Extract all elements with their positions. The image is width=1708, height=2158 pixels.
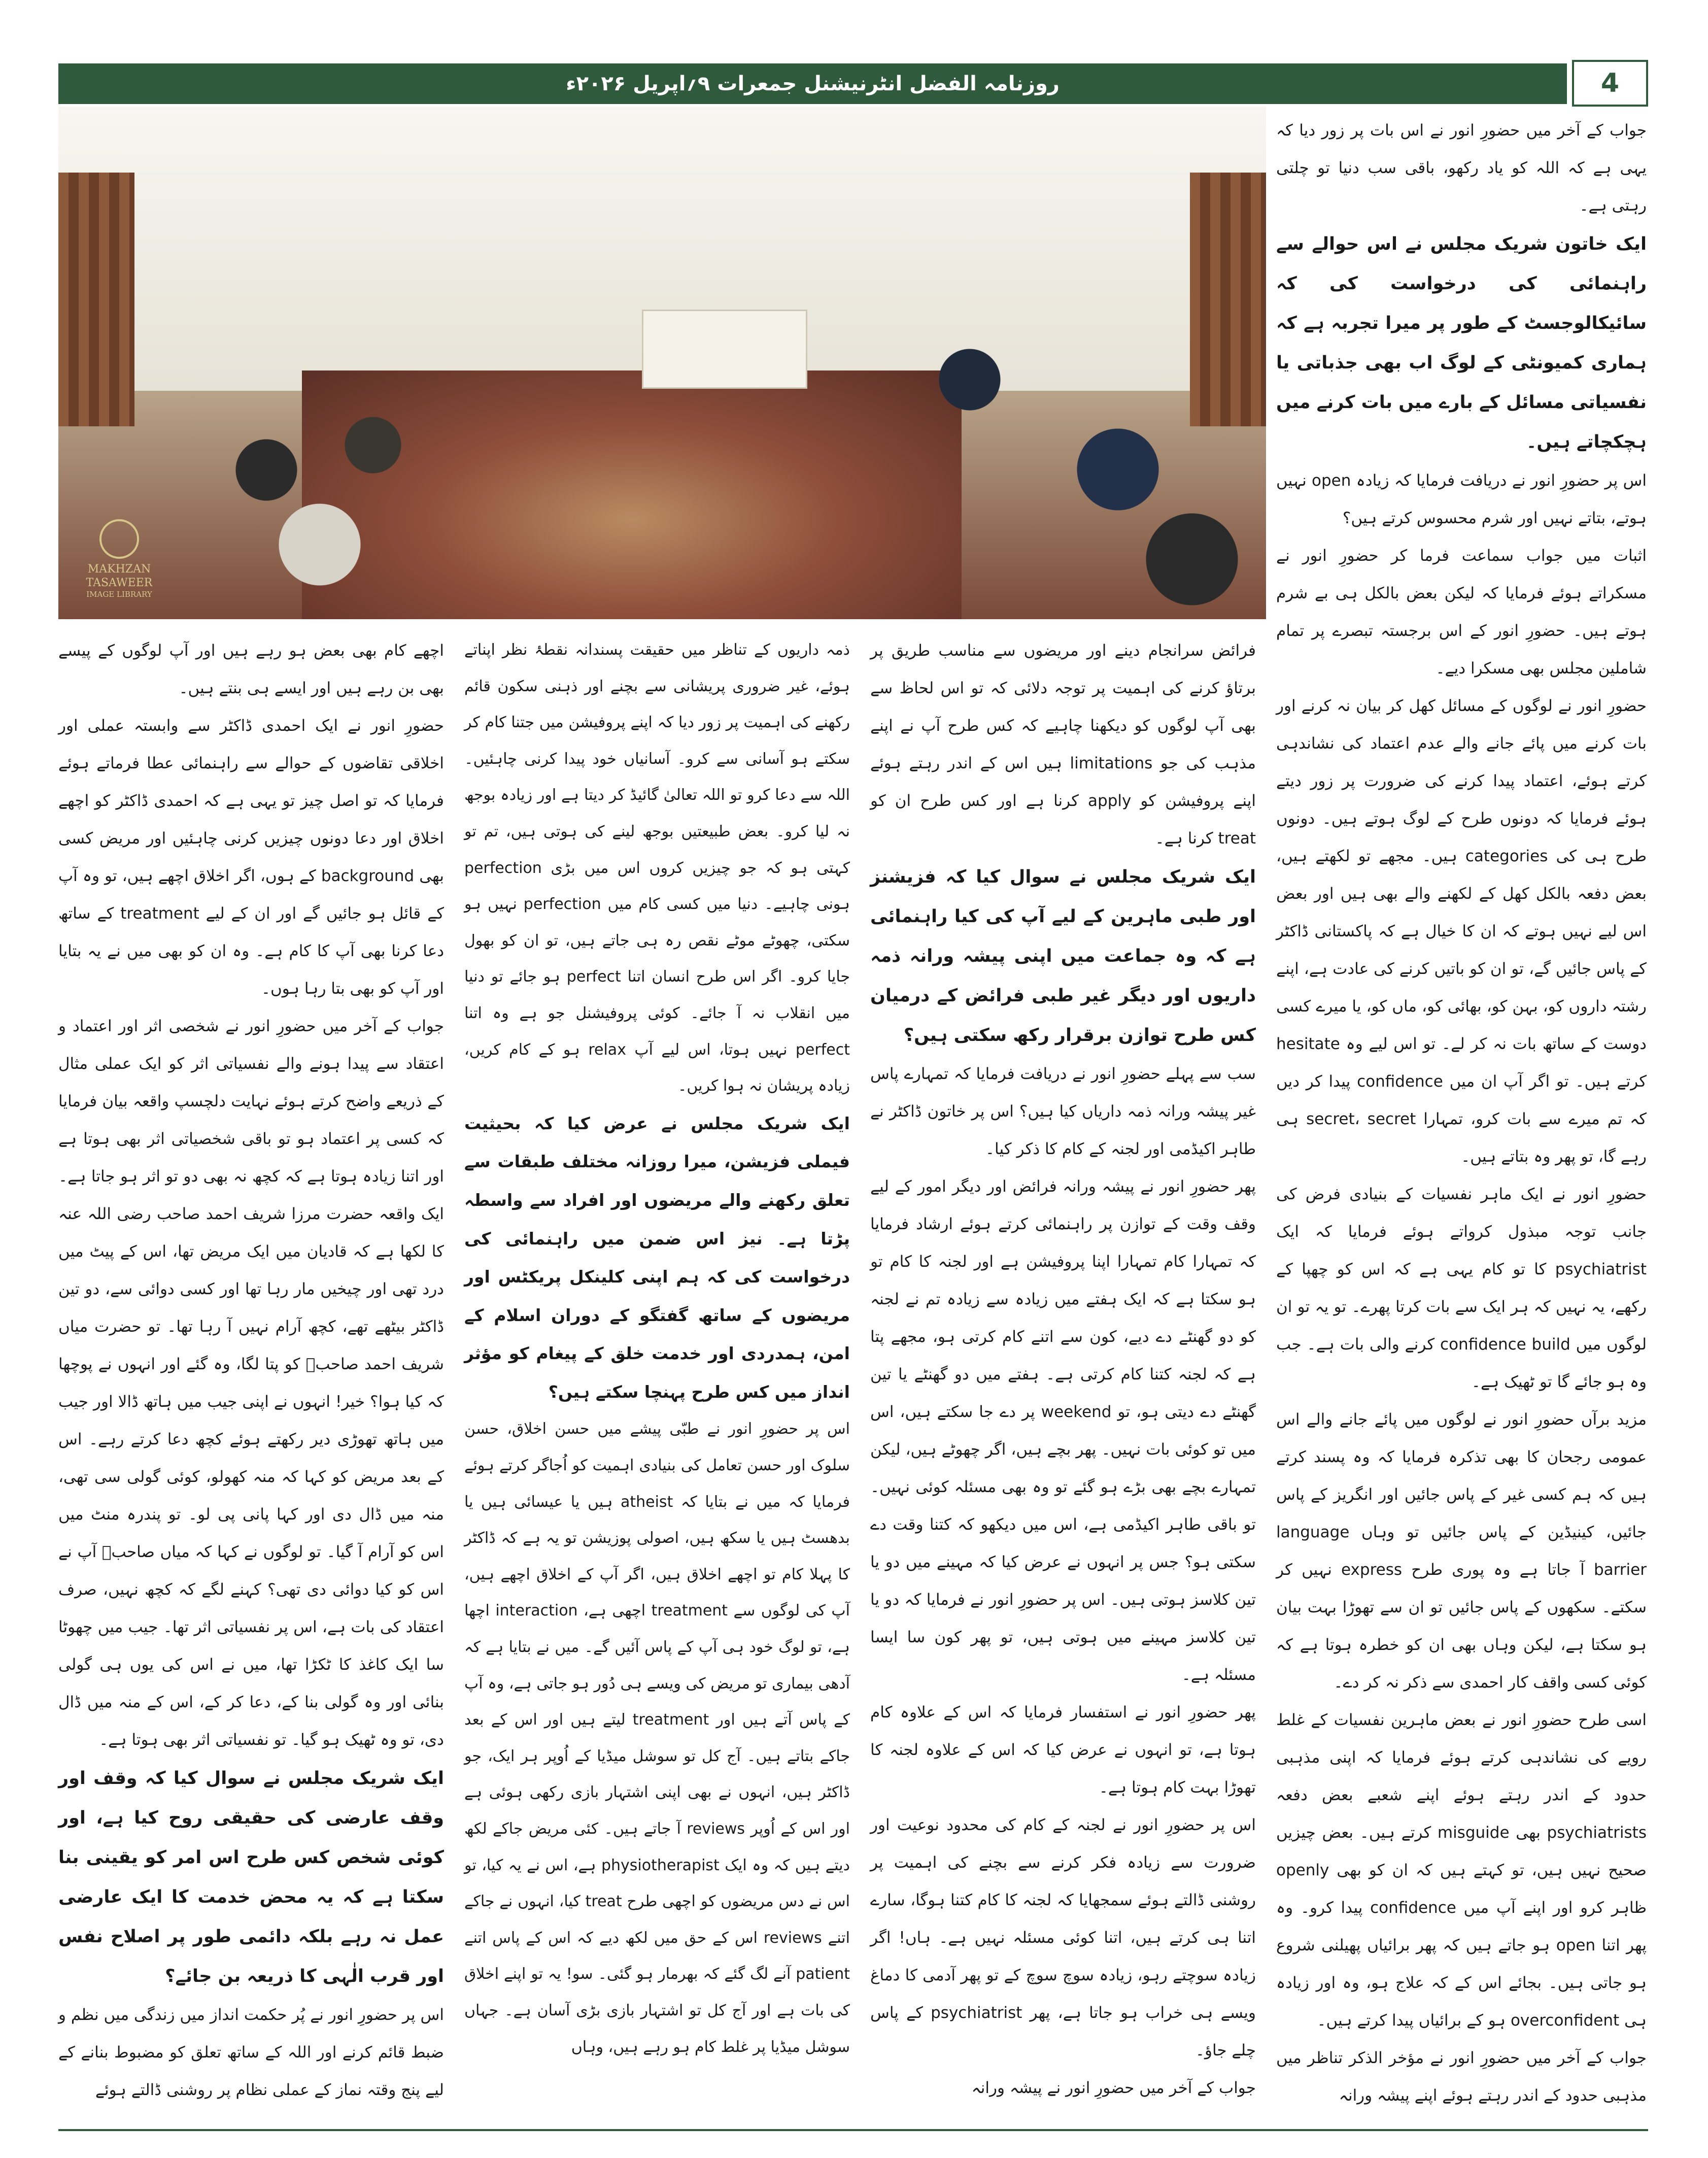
paragraph: اچھے کام بھی بعض ہو رہے ہیں اور آپ لوگوں کے پیسے بھی بن رہے ہیں اور ایسے ہی بنتے ہیں۔ <box>58 642 444 697</box>
paragraph: مزید برآں حضورِ انور نے لوگوں میں پائے جانے والے اس عمومی رجحان کا بھی تذکرہ فرمایا کہ وہ پسند کرتے ہیں کہ ہم کسی غیر کے پاس جائیں اور انگریز کے پاس جائیں، کینیڈین کے پاس جائیں تو وہاں language barrier آ جاتا ہے وہ پوری طرح express نہیں کر سکتے۔ سکھوں کے پاس جائیں تو ان سے تھوڑا بہت بیان ہو سکتا ہے، لیکن وہاں بھی ان کو خطرہ ہوتا ہے کہ کوئی کسی واقف کار احمدی سے ذکر نہ کر دے۔ <box>1276 1410 1647 1692</box>
event-photo <box>58 107 1266 619</box>
column-2 <box>870 632 1256 2121</box>
photo-watermark <box>79 519 160 599</box>
bottom-rule <box>58 2129 1648 2131</box>
paragraph: جواب کے آخر میں حضورِ انور نے اس بات پر زور دیا کہ یہی ہے کہ اللہ کو یاد رکھو، باقی سب دنیا تو چلتی رہتی ہے۔ <box>1276 121 1647 215</box>
newspaper-title: روزنامہ الفضل انٹرنیشنل جمعرات ۹؍اپریل ۲۰۲۶ء <box>566 72 1060 95</box>
watermark-line2: TASAWEER <box>86 576 153 589</box>
question-paragraph: ایک خاتون شریک مجلس نے اس حوالے سے راہنمائی کی درخواست کی کہ سائیکالوجسٹ کے طور پر میرا تجربہ ہے کہ ہماری کمیونٹی کے لوگ اب بھی جذباتی یا نفسیاتی مسائل کے بارے میں بات کرنے میں ہچکچاتے ہیں۔ <box>1276 234 1647 452</box>
photo-desk <box>642 310 807 389</box>
paragraph: جواب کے آخر میں حضورِ انور نے مؤخر الذکر تناظر میں مذہبی حدود کے اندر رہتے ہوئے اپنے پیشہ ورانہ <box>1276 2049 1647 2105</box>
paragraph: حضورِ انور نے لوگوں کے مسائل کھل کر بیان نہ کرنے اور بات کرنے میں پائے جانے والے عدم اعتماد کی نشاندہی کرتے ہوئے، اعتماد پیدا کرنے کی ضرورت پر زور دیتے ہوئے فرمایا کہ دونوں طرح کے لوگ ہوتے ہیں۔ دونوں طرح ہی کی categories ہیں۔ مجھے تو لکھتے ہیں، بعض دفعہ بالکل کھل کے لکھنے والے بھی ہیں اور بعض اس لیے نہیں ہوتے کہ ان کا خیال ہے کہ پاکستانی ڈاکٹر کے پاس جائیں گے، تو ان کو باتیں کرنے کی عادت ہے، اپنے رشتہ داروں کو، بہن کو، بھائی کو، ماں کو، یا میرے کسی دوست کے ساتھ بات نہ کر لے۔ تو اس لیے وہ hesitate کرتے ہیں۔ تو اگر آپ ان میں confidence پیدا کر دیں کہ تم میرے سے بات کرو، تمہارا secret، secret ہی رہے گا، تو پھر وہ بتاتے ہیں۔ <box>1276 697 1647 1166</box>
column-3 <box>464 632 850 2121</box>
audience-men <box>896 320 1266 619</box>
audience-women <box>160 370 515 619</box>
question-paragraph: ایک شریک مجلس نے سوال کیا کہ وقف اور وقف عارضی کی حقیقی روح کیا ہے، اور کوئی شخص کس طرح اس امر کو یقینی بنا سکتا ہے کہ یہ محض خدمت کا ایک عارضی عمل نہ رہے بلکہ دائمی طور پر اصلاح نفس اور قرب الٰہی کا ذریعہ بن جائے؟ <box>58 1768 444 1986</box>
paragraph: سب سے پہلے حضورِ انور نے دریافت فرمایا کہ تمہارے پاس غیر پیشہ ورانہ ذمہ داریاں کیا ہیں؟ اس پر خاتون ڈاکٹر نے طاہر اکیڈمی اور لجنہ کے کام کا ذکر کیا۔ <box>870 1065 1256 1158</box>
paragraph: فرائض سرانجام دینے اور مریضوں سے مناسب طریق پر برتاؤ کرنے کی اہمیت پر توجہ دلائی کہ تو اس لحاظ سے بھی آپ لوگوں کو دیکھنا چاہیے کہ کس طرح آپ نے اپنے مذہب کی جو limitations ہیں اس کے اندر رہتے ہوئے اپنے پروفیشن کو apply کرنا ہے اور کس طرح ان کو treat کرنا ہے۔ <box>870 642 1256 848</box>
question-paragraph: ایک شریک مجلس نے عرض کیا کہ بحیثیت فیملی فزیشن، میرا روزانہ مختلف طبقات سے تعلق رکھنے والے مریضوں اور افراد سے واسطہ پڑتا ہے۔ نیز اس ضمن میں راہنمائی کی درخواست کی کہ ہم اپنی کلینکل پریکٹس اور مریضوں کے ساتھ گفتگو کے دوران اسلام کے امن، ہمدردی اور خدمت خلق کے پیغام کو مؤثر انداز میں کس طرح پہنچا سکتے ہیں؟ <box>464 1113 850 1402</box>
masthead-bar <box>58 63 1567 104</box>
paragraph: ذمہ داریوں کے تناظر میں حقیقت پسندانہ نقطۂ نظر اپناتے ہوئے، غیر ضروری پریشانی سے بچنے اور ذہنی سکون قائم رکھنے کی اہمیت پر زور دیا کہ اپنے پروفیشن میں جتنا کام کر سکتے ہو آسانی سے کرو۔ آسانیاں خود پیدا کرنی چاہئیں۔ اللہ سے دعا کرو تو اللہ تعالیٰ گائیڈ کر دیتا ہے اور زیادہ بوجھ نہ لیا کرو۔ بعض طبیعتیں بوجھ لینے کی ہوتی ہیں، تم تو کہتی ہو کہ جو چیزیں کروں اس میں بڑی perfection ہونی چاہیے۔ دنیا میں کسی کام میں perfection نہیں ہو سکتی، چھوٹے موٹے نقص رہ ہی جاتے ہیں، تو ان کو بھول جایا کرو۔ اگر اس طرح انسان اتنا perfect ہو جائے تو دنیا میں انقلاب نہ آ جائے۔ کوئی پروفیشنل جو ہے وہ اتنا perfect نہیں ہوتا، اس لیے آپ relax ہو کے کام کریں، زیادہ پریشان نہ ہوا کریں۔ <box>464 641 850 1095</box>
paragraph: جواب کے آخر میں حضورِ انور نے پیشہ ورانہ <box>971 2079 1256 2097</box>
paragraph: پھر حضورِ انور نے استفسار فرمایا کہ اس کے علاوہ کام ہوتا ہے، تو انہوں نے عرض کیا کہ اس کے علاوہ لجنہ کا تھوڑا بہت کام ہوتا ہے۔ <box>870 1703 1256 1797</box>
column-1 <box>1276 112 1647 2121</box>
paragraph: حضورِ انور نے ایک ماہر نفسیات کے بنیادی فرض کی جانب توجہ مبذول کرواتے ہوئے فرمایا کہ ایک psychiatrist کا تو کام یہی ہے کہ اس کو چھپا کے رکھے، یہ نہیں کہ ہر ایک سے بات کرتا پھرے۔ تو یہ تو ان لوگوں میں confidence build کرنے والی بات ہے۔ جب وہ ہو جائے گا تو ٹھیک ہے۔ <box>1276 1185 1647 1391</box>
paragraph: پھر حضورِ انور نے پیشہ ورانہ فرائض اور دیگر امور کے لیے وقف وقت کے توازن پر راہنمائی کرتے ہوئے ارشاد فرمایا کہ تمہارا کام تمہارا اپنا پروفیشن ہے اور لجنہ کا کام تو ہو سکتا ہے کہ ایک ہفتے میں زیادہ سے زیادہ تم نے لجنہ کو دو گھنٹے دے دیے، کون سے اتنے کام کرتی ہو، مجھے پتا ہے کہ لجنہ کتنا کام کرتی ہے۔ ہفتے میں دو گھنٹے یا تین گھنٹے دے دیتی ہو، تو weekend پر دے جا سکتے ہیں، اس میں تو کوئی بات نہیں۔ پھر بچے ہیں، اگر چھوٹے ہیں، لیکن تمہارے بچے بھی بڑے ہو گئے تو وہ بھی مسئلہ کوئی نہیں۔ تو باقی طاہر اکیڈمی ہے، اس میں دیکھو کہ کتنا وقت دے سکتی ہو؟ جس پر انہوں نے عرض کیا کہ مہینے میں دو یا تین کلاسز ہوتی ہیں۔ اس پر حضورِ انور نے فرمایا کہ دو یا تین کلاسز مہینے میں ہوتی ہیں، تو پھر کون سا ایسا مسئلہ ہے۔ <box>870 1177 1256 1684</box>
watermark-line3: IMAGE LIBRARY <box>86 590 152 599</box>
paragraph: اسی طرح حضورِ انور نے بعض ماہرین نفسیات کے غلط رویے کی نشاندہی کرتے ہوئے فرمایا کہ اپنی مذہبی حدود کے اندر رہتے ہوئے اپنے شعبے بعض دفعہ psychiatrists بھی misguide کرتے ہیں۔ بعض چیزیں صحیح نہیں ہیں، تو کہتے ہیں کہ ان کو بھی openly ظاہر کرو اور اپنے آپ میں confidence پیدا کرو۔ وہ پھر اتنا open ہو جاتے ہیں کہ پھر برائیاں پھیلنی شروع ہو جاتی ہیں۔ بجائے اس کے کہ علاج ہو، وہ اور زیادہ ہی overconfident ہو کے برائیاں پیدا کرتے ہیں۔ <box>1276 1711 1647 2030</box>
paragraph: اس پر حضورِ انور نے پُر حکمت انداز میں زندگی میں نظم و ضبط قائم کرنے اور اللہ کے ساتھ تعلق کو مضبوط بنانے کے لیے پنج وقتہ نماز کے عملی نظام پر روشنی ڈالتے ہوئے <box>58 2006 444 2099</box>
paragraph: اس پر حضورِ انور نے طبّی پیشے میں حسن اخلاق، حسن سلوک اور حسن تعامل کی بنیادی اہمیت کو اُجاگر کرتے ہوئے فرمایا کہ میں نے بتایا کہ atheist ہیں یا عیسائی ہیں یا بدھسٹ ہیں یا سکھ ہیں، اصولی پوزیشن تو یہ ہے کہ ڈاکٹر کا پہلا کام تو اچھے اخلاق ہیں، اگر آپ کے اخلاق اچھے ہیں، آپ کی لوگوں سے treatment اچھی ہے، interaction اچھا ہے، تو لوگ خود ہی آپ کے پاس آئیں گے۔ میں نے بتایا ہے کہ آدھی بیماری تو مریض کی ویسے ہی دُور ہو جاتی ہے، وہ آپ کے پاس آتے ہیں اور treatment لیتے ہیں اور اس کے بعد جاکے بتاتے ہیں۔ آج کل تو سوشل میڈیا کے اُوپر ہر ایک، جو ڈاکٹر ہیں، انہوں نے بھی اپنی اشتہار بازی رکھی ہوئی ہے اور اس کے اُوپر reviews آ جاتے ہیں۔ کئی مریض جاکے لکھ دیتے ہیں کہ وہ ایک physiotherapist ہے، اس نے یہ کیا، تو اس نے دس مریضوں کو اچھی طرح treat کیا، انہوں نے جاکے اتنے reviews اس کے حق میں لکھ دیے کہ اس کے پاس اتنے patient آنے لگ گئے کہ بھرمار ہو گئی۔ سو! یہ تو اپنے اخلاق کی بات ہے اور آج کل تو اشتہار بازی بڑی آسان ہے۔ جہاں سوشل میڈیا پر غلط کام ہو رہے ہیں، وہاں <box>464 1420 850 2056</box>
page-number: 4 <box>1572 60 1648 107</box>
watermark-line1: MAKHZAN <box>87 563 151 576</box>
paragraph: اس پر حضورِ انور نے دریافت فرمایا کہ زیادہ open نہیں ہوتے، بتاتے نہیں اور شرم محسوس کرتے ہیں؟ <box>1276 471 1647 527</box>
paragraph: اثبات میں جواب سماعت فرما کر حضورِ انور نے مسکراتے ہوئے فرمایا کہ لیکن بعض بالکل ہی بے شرم ہوتے ہیں۔ حضورِ انور کے اس برجستہ تبصرے پر تمام شاملین مجلس بھی مسکرا دیے۔ <box>1276 547 1647 678</box>
wooden-screen-left <box>58 173 134 426</box>
paragraph: جواب کے آخر میں حضورِ انور نے شخصی اثر اور اعتماد و اعتقاد سے پیدا ہونے والے نفسیاتی اثر کو ایک عملی مثال کے ذریعے واضح کرتے ہوئے نہایت دلچسپ واقعہ بیان فرمایا کہ کسی پر اعتماد ہو تو باقی شخصیاتی اثر بھی ہوتا ہے اور اتنا زیادہ ہوتا ہے کہ کچھ نہ بھی دو تو اثر ہو جاتا ہے۔ ایک واقعہ حضرت مرزا شریف احمد صاحب رضی اللہ عنہ کا لکھا ہے کہ قادیان میں ایک مریض تھا، اس کے پیٹ میں درد تھی اور چیخیں مار رہا تھا اور کسی دوائی سے، دو تین ڈاکٹر بیٹھے تھے، کچھ آرام نہیں آ رہا تھا۔ تو حضرت میاں شریف احمد صاحبؓ کو پتا لگا، وہ گئے اور انہوں نے پوچھا کہ کیا ہوا؟ خیر! انہوں نے اپنی جیب میں ہاتھ ڈالا اور جیب میں ہاتھ تھوڑی دیر رکھتے ہوئے کچھ دعا کرتے رہے۔ اس کے بعد مریض کو کہا کہ منہ کھولو، کوئی گولی سی تھی، منہ میں ڈال دی اور کہا پانی پی لو۔ تو پندرہ منٹ میں اس کو آرام آ گیا۔ تو لوگوں نے کہا کہ میاں صاحبؓ آپ نے اس کو کیا دوائی دی تھی؟ کہنے لگے کہ کچھ نہیں، صرف اعتقاد کی بات ہے، اس پر نفسیاتی اثر تھا۔ جیب میں چھوٹا سا ایک کاغذ کا ٹکڑا تھا، میں نے اس کی یوں ہی گولی بنائی اور وہ گولی بنا کے، دعا کر کے، اس کے منہ میں ڈال دی، تو وہ ٹھیک ہو گیا۔ تو نفسیاتی اثر بھی ہوتا ہے۔ <box>58 1017 444 1749</box>
column-4 <box>58 632 444 2121</box>
seal-icon <box>99 519 139 559</box>
paragraph: حضورِ انور نے ایک احمدی ڈاکٹر سے وابستہ عملی اور اخلاقی تقاضوں کے حوالے سے راہنمائی عطا فرماتے ہوئے فرمایا کہ تو اصل چیز تو یہی ہے کہ احمدی ڈاکٹر کو اچھے اخلاق اور دعا دونوں چیزیں کرنی چاہئیں اور مریض کسی بھی background کے ہوں، اگر اخلاق اچھے ہیں، تو وہ آپ کے قائل ہو جائیں گے اور ان کے لیے treatment کے ساتھ دعا کرنا بھی آپ کا کام ہے۔ وہ ان کو بھی میں نے یہ بتایا اور آپ کو بھی بتا رہا ہوں۔ <box>58 717 445 998</box>
question-paragraph: ایک شریک مجلس نے سوال کیا کہ فزیشنز اور طبی ماہرین کے لیے آپ کی کیا راہنمائی ہے کہ وہ جماعت میں اپنی پیشہ ورانہ ذمہ داریوں اور دیگر غیر طبی فرائض کے درمیان کس طرح توازن برقرار رکھ سکتی ہیں؟ <box>870 867 1256 1046</box>
paragraph: اس پر حضورِ انور نے لجنہ کے کام کی محدود نوعیت اور ضرورت سے زیادہ فکر کرنے سے بچنے کی اہمیت پر روشنی ڈالتے ہوئے سمجھایا کہ لجنہ کا کام کتنا ہوگا، سارے اتنا ہی کرتے ہیں، اتنا کوئی مسئلہ نہیں ہے۔ ہاں! اگر زیادہ سوچتے رہو، زیادہ سوچ سوچ کے تو پھر آدمی کا دماغ ویسے ہی خراب ہو جاتا ہے، پھر psychiatrist کے پاس چلے جاؤ۔ <box>870 1816 1256 2060</box>
